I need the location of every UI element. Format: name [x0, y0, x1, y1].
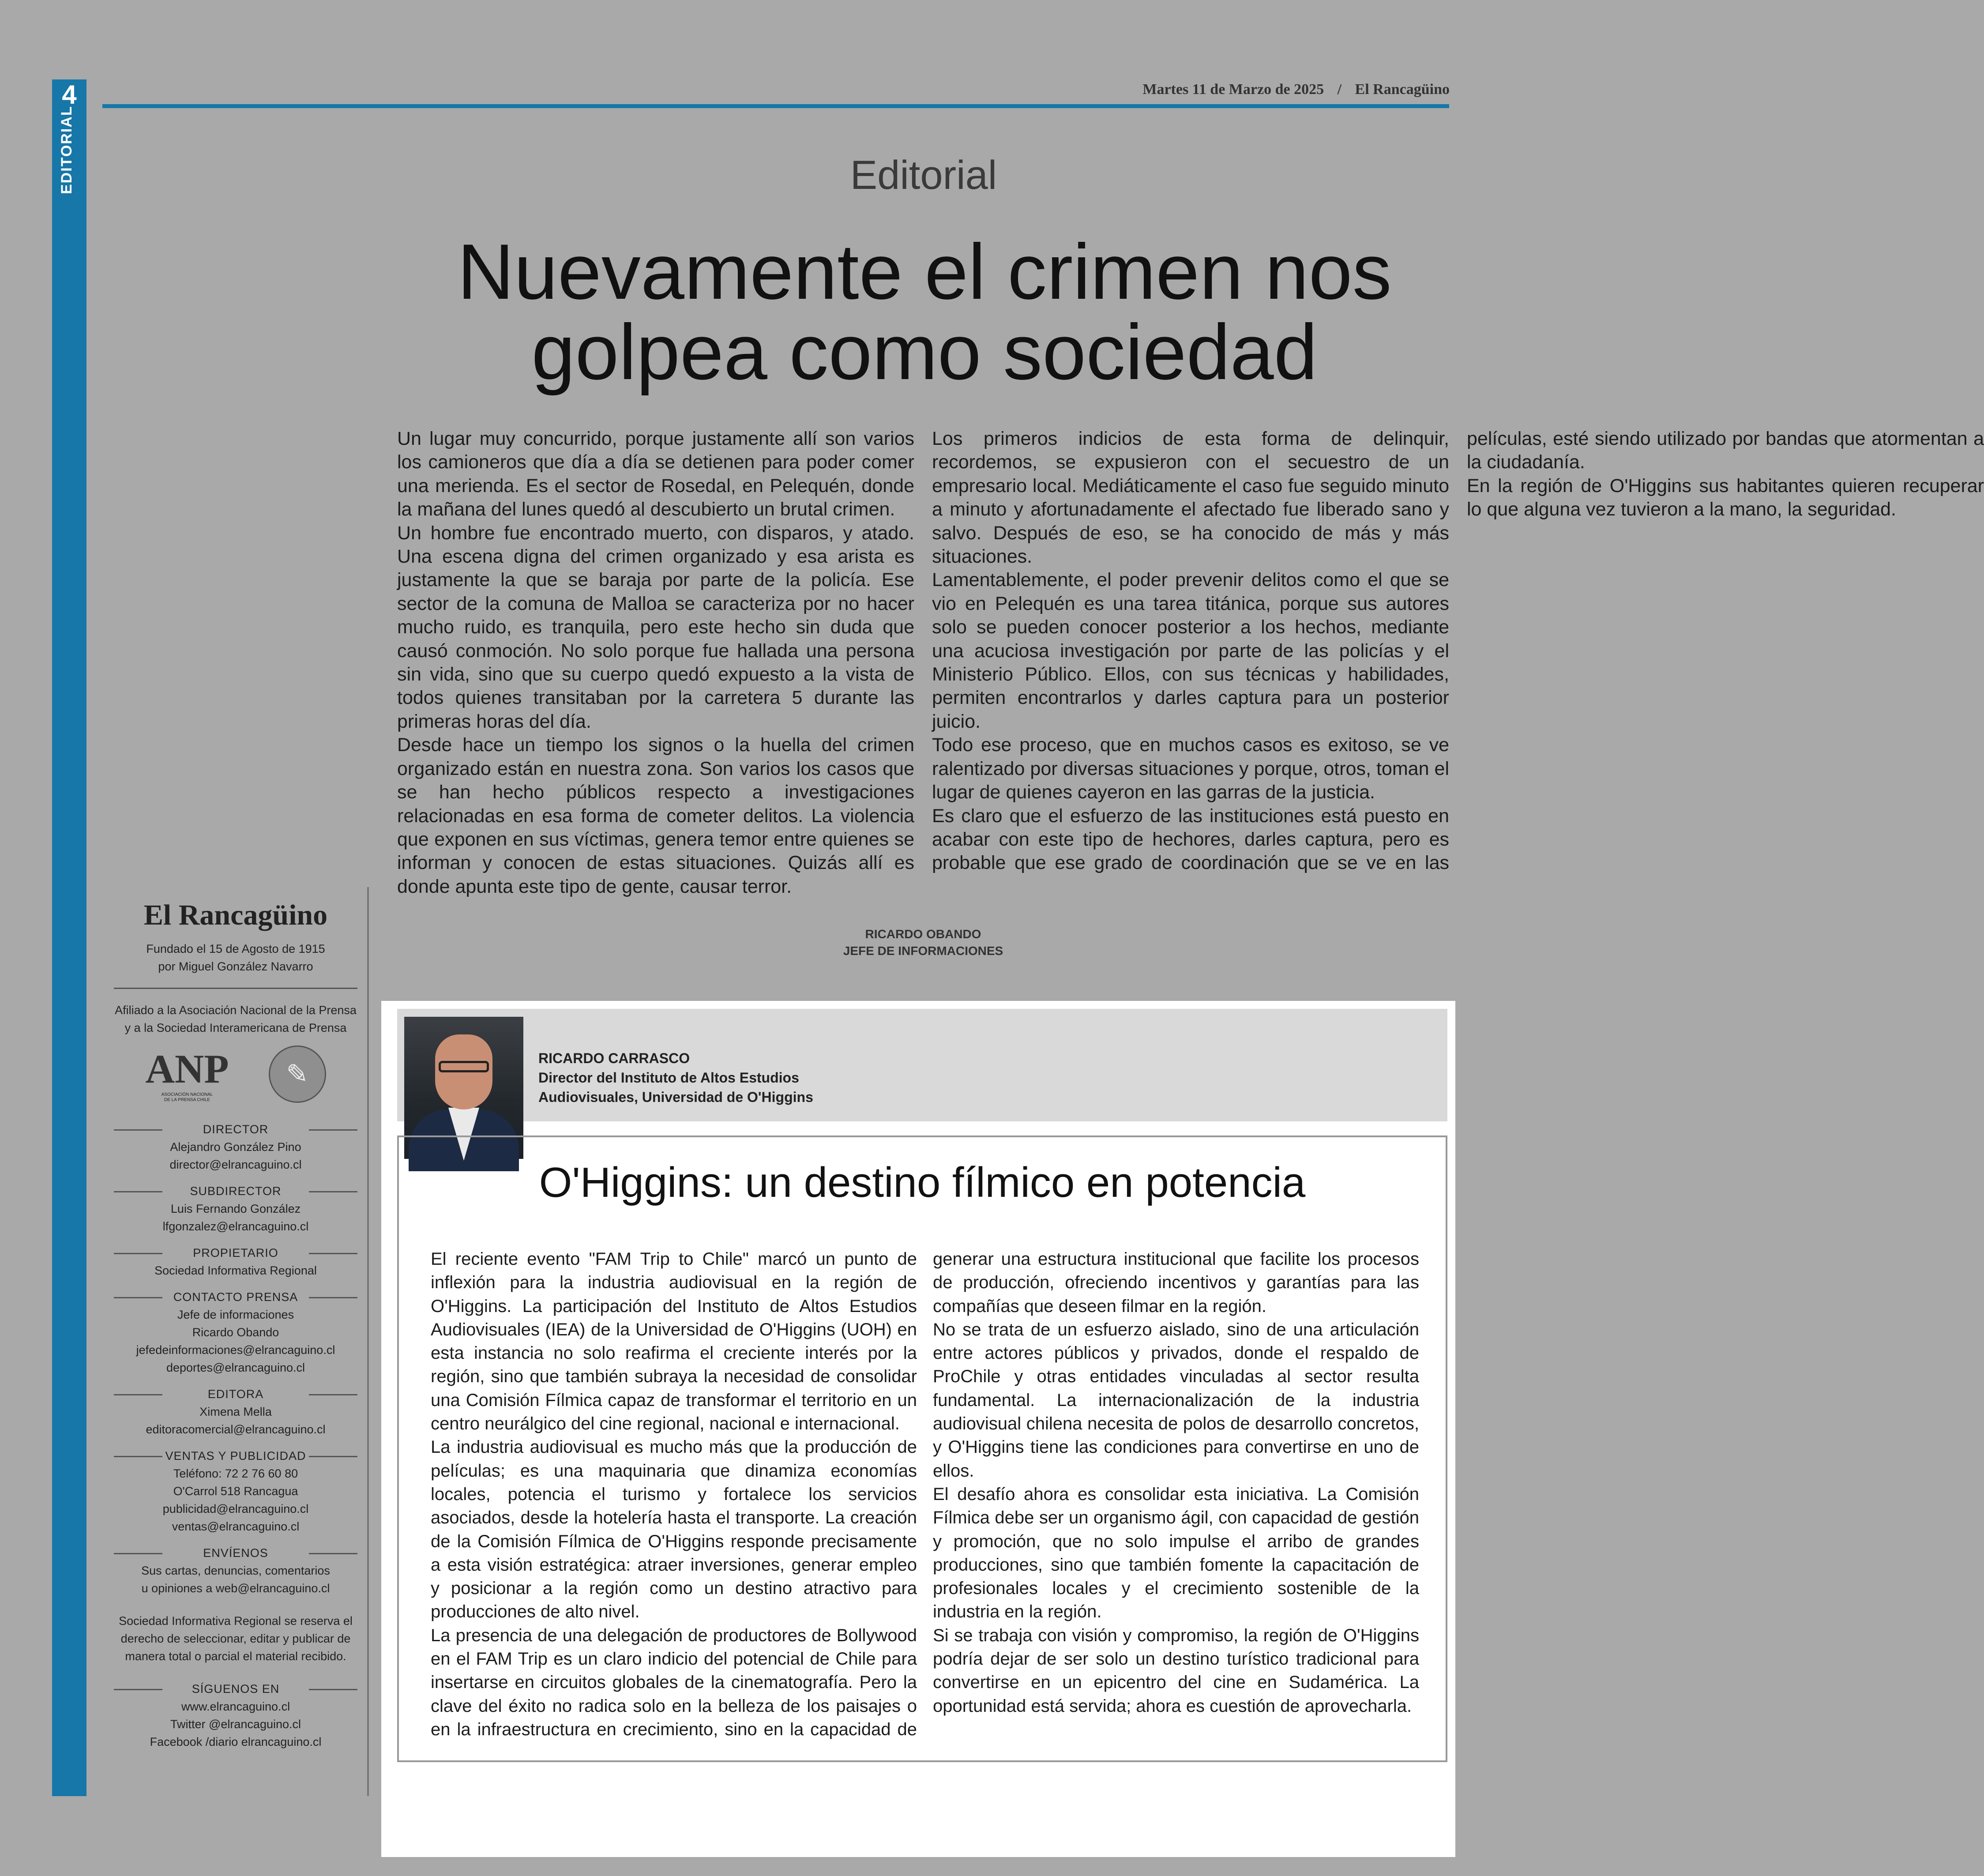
byline-name: RICARDO OBANDO: [865, 927, 981, 941]
masthead-group-sales: VENTAS Y PUBLICIDAD Teléfono: 72 2 76 60 80 O'Carrol 518 Rancagua publicidad@elrancaguino.cl ventas@elrancaguino.cl: [104, 1447, 367, 1535]
dateline: [1142, 81, 1450, 98]
masthead-disclaimer: Sociedad Informativa Regional se reserva el derecho de seleccionar, editar y publicar de manera total o parcial el material recibido.: [119, 1614, 353, 1663]
masthead-group-subdirector: SUBDIRECTOR Luis Fernando González lfgonzalez@elrancaguino.cl: [104, 1182, 367, 1235]
website-link[interactable]: www.elrancaguino.cl: [181, 1700, 290, 1713]
opinion-paragraph: No se trata de un esfuerzo aislado, sino de una articulación entre actores públicos y privados, donde el respaldo de ProChile y otras entidades vinculadas al sector resulta fundamental. La internacionalización de la industria audiovisual chilena necesita de polos de desarrollo concretos, y O'Higgins tiene las condiciones para convertirse en uno de ellos.: [933, 1320, 1419, 1481]
masthead-group-title: PROPIETARIO: [114, 1244, 357, 1262]
masthead: [104, 887, 369, 1796]
masthead-group-follow: [104, 1680, 367, 1751]
editorial-paragraph: Es claro que el esfuerzo de las instituciones está puesto en acabar con este tipo de hechores, darles captura, pero es probable que ese grado de coordinación que se ve en las películas, esté siendo utilizado por bandas que atormentan a la ciudadanía.: [932, 428, 1984, 874]
opinion-box: [397, 1135, 1447, 1762]
masthead-title: El Rancagüino: [143, 899, 328, 931]
editorial-paragraph: Lamentablemente, el poder prevenir delitos como el que se vio en Pelequén es una tarea titánica, porque sus autores solo se pueden conocer posterior a los hechos, mediante una acuciosa investigación por parte de las policías y el Ministerio Público. Ellos, con sus técnicas y habilidades, permiten encontrarlos y darles captura para un posterior juicio.: [932, 569, 1449, 732]
dateline-separator: /: [1337, 81, 1342, 98]
editorial-paragraph: Todo ese proceso, que en muchos casos es exitoso, se ve ralentizado por diversas situaciones y porque, otros, toman el lugar de quienes cayeron en las garras de la justicia.: [932, 734, 1449, 803]
opinion-paragraph: El desafío ahora es consolidar esta iniciativa. La Comisión Fílmica debe ser un organismo ágil, con capacidad de gestión y promoción, que no solo impulse el arribo de grandes producciones, sino que también fomente la capacitación de profesionales locales y el crecimiento sostenible de la industria en la región.: [933, 1484, 1419, 1622]
editorial-kicker: Editorial: [850, 153, 997, 198]
header-rule: [102, 104, 1449, 108]
author-role: Director del Instituto de Altos Estudios: [538, 1070, 799, 1086]
editorial-paragraph: Desde hace un tiempo los signos o la huella del crimen organizado están en nuestra zona. Son varios los casos que se han hecho públicos respecto a investigaciones relacionadas en esa forma de cometer delitos. La violencia que exponen en sus víctimas, genera temor entre quienes se informan y conocen de estas situaciones. Quizás allí es donde apunta este tipo de gente, causar terror.: [397, 734, 914, 897]
editorial-byline: [397, 926, 1449, 959]
editorial-paragraph: Los primeros indicios de esta forma de delinquir, recordemos, se expusieron con el secuestro de un empresario local. Mediáticamente el caso fue seguido minuto a minuto y afortunadamente el afectado fue liberado sano y salvo. Después de eso, se ha conocido de más y más situaciones.: [932, 428, 1449, 568]
masthead-group-title: CONTACTO PRENSA: [114, 1288, 357, 1306]
affiliation-logos: [104, 1037, 367, 1112]
opinion-panel: [381, 1001, 1455, 1857]
editorial-paragraph: Un lugar muy concurrido, porque justamente allí son varios los camioneros que día a día se detienen para poder comer una merienda. Es el sector de Rosedal, en Pelequén, donde la mañana del lunes quedó al descubierto un brutal crimen.: [397, 428, 914, 520]
paper-name: El Rancagüino: [1355, 81, 1450, 98]
byline-role: JEFE DE INFORMACIONES: [843, 944, 1003, 958]
author-info: [538, 1049, 813, 1107]
affiliation-line: y a la Sociedad Interamericana de Prensa: [124, 1021, 347, 1034]
opinion-paragraph: El reciente evento "FAM Trip to Chile" marcó un punto de inflexión para la industria audiovisual en la región de O'Higgins. La participación del Instituto de Altos Estudios Audiovisuales (IEA) de la Universidad de O'Higgins (UOH) en esta instancia no solo reafirma el creciente interés por la región, sino que también subraya la necesidad de consolidar una Comisión Fílmica capaz de transformar el territorio en un centro neurálgico del cine regional, nacional e internacional.: [431, 1249, 917, 1434]
editorial-headline: Nuevamente el crimen nos golpea como sociedad: [457, 228, 1392, 396]
opinion-paragraph: La industria audiovisual es mucho más que la producción de películas; es una maquinaria que dinamiza economías locales, potencia el turismo y fortalece los servicios asociados, desde la hotelería hasta el transporte. La creación de la Comisión Fílmica de O'Higgins responde precisamente a esta visión estratégica: atraer inversiones, generar empleo y posicionar a la región como un destino atractivo para producciones de alto nivel.: [431, 1437, 917, 1622]
masthead-group-title: SÍGUENOS EN: [114, 1680, 357, 1698]
opinion-body: [431, 1248, 1419, 1751]
section-label: EDITORIAL: [58, 105, 75, 194]
author-role: Audiovisuales, Universidad de O'Higgins: [538, 1089, 813, 1105]
opinion-paragraph: La presencia de una delegación de productores de Bollywood en el FAM Trip es un claro indicio del potencial de Chile para insertarse en circuitos globales de la cinematografía. Pero la clave del éxito no radica solo en la belleza de los paisajes o en la infraestructura en crecimiento, sino en la capacidad de generar una estructura institucional que facilite los procesos de producción, ofreciendo incentivos y garantías para las compañías que deseen filmar en la región.: [431, 1249, 1419, 1739]
author-name: RICARDO CARRASCO: [538, 1050, 690, 1066]
page-number: 4: [62, 80, 77, 109]
editorial-body: [397, 427, 1984, 904]
anp-logo: ANP ASOCIACIÓN NACIONAL DE LA PRENSA CHILE: [145, 1046, 229, 1102]
issue-date: Martes 11 de Marzo de 2025: [1142, 81, 1324, 98]
masthead-group-owner: PROPIETARIO Sociedad Informativa Regional: [104, 1244, 367, 1279]
divider: [114, 988, 357, 989]
masthead-group-title: SUBDIRECTOR: [114, 1182, 357, 1200]
founder-line: por Miguel González Navarro: [158, 960, 313, 973]
masthead-group-title: DIRECTOR: [114, 1120, 357, 1138]
sip-globe-icon: ✎: [269, 1045, 326, 1103]
twitter-link[interactable]: Twitter @elrancaguino.cl: [170, 1718, 301, 1731]
masthead-group-press-contact: CONTACTO PRENSA Jefe de informaciones Ricardo Obando jefedeinformaciones@elrancaguino.cl deportes@elrancaguino.cl: [104, 1288, 367, 1376]
masthead-group-title: EDITORA: [114, 1385, 357, 1403]
masthead-group-send-us: ENVÍENOS Sus cartas, denuncias, comentarios u opiniones a web@elrancaguino.cl: [104, 1544, 367, 1597]
section-strip: [52, 79, 86, 1796]
opinion-title: O'Higgins: un destino fílmico en potencia: [539, 1159, 1306, 1206]
masthead-group-title: ENVÍENOS: [114, 1544, 357, 1562]
masthead-group-director: DIRECTOR Alejandro González Pino director@elrancaguino.cl: [104, 1120, 367, 1173]
masthead-group-editor: EDITORA Ximena Mella editoracomercial@elrancaguino.cl: [104, 1385, 367, 1438]
opinion-paragraph: Si se trabaja con visión y compromiso, la región de O'Higgins podría dejar de ser solo un destino turístico tradicional para convertirse en un epicentro del cine en Sudamérica. La oportunidad está servida; ahora es cuestión de aprovecharla.: [933, 1625, 1419, 1716]
affiliation-line: Afiliado a la Asociación Nacional de la Prensa: [115, 1004, 357, 1017]
facebook-link[interactable]: Facebook /diario elrancaguino.cl: [150, 1735, 322, 1748]
founded-line: Fundado el 15 de Agosto de 1915: [146, 942, 325, 955]
masthead-group-title: VENTAS Y PUBLICIDAD: [114, 1447, 357, 1465]
editorial-paragraph: Un hombre fue encontrado muerto, con disparos, y atado. Una escena digna del crimen organizado y esa arista es justamente la que se baraja por parte de la policía. Ese sector de la comuna de Malloa se caracteriza por no hacer mucho ruido, es tranquila, pero este hecho sin duda que causó conmoción. No solo porque fue hallada una persona sin vida, sino que su cuerpo quedó expuesto a la vista de todos quienes transitaban por la carretera 5 durante las primeras horas del día.: [397, 522, 914, 732]
editorial-paragraph: En la región de O'Higgins sus habitantes quieren recuperar lo que alguna vez tuvieron a la mano, la seguridad.: [1467, 475, 1984, 520]
